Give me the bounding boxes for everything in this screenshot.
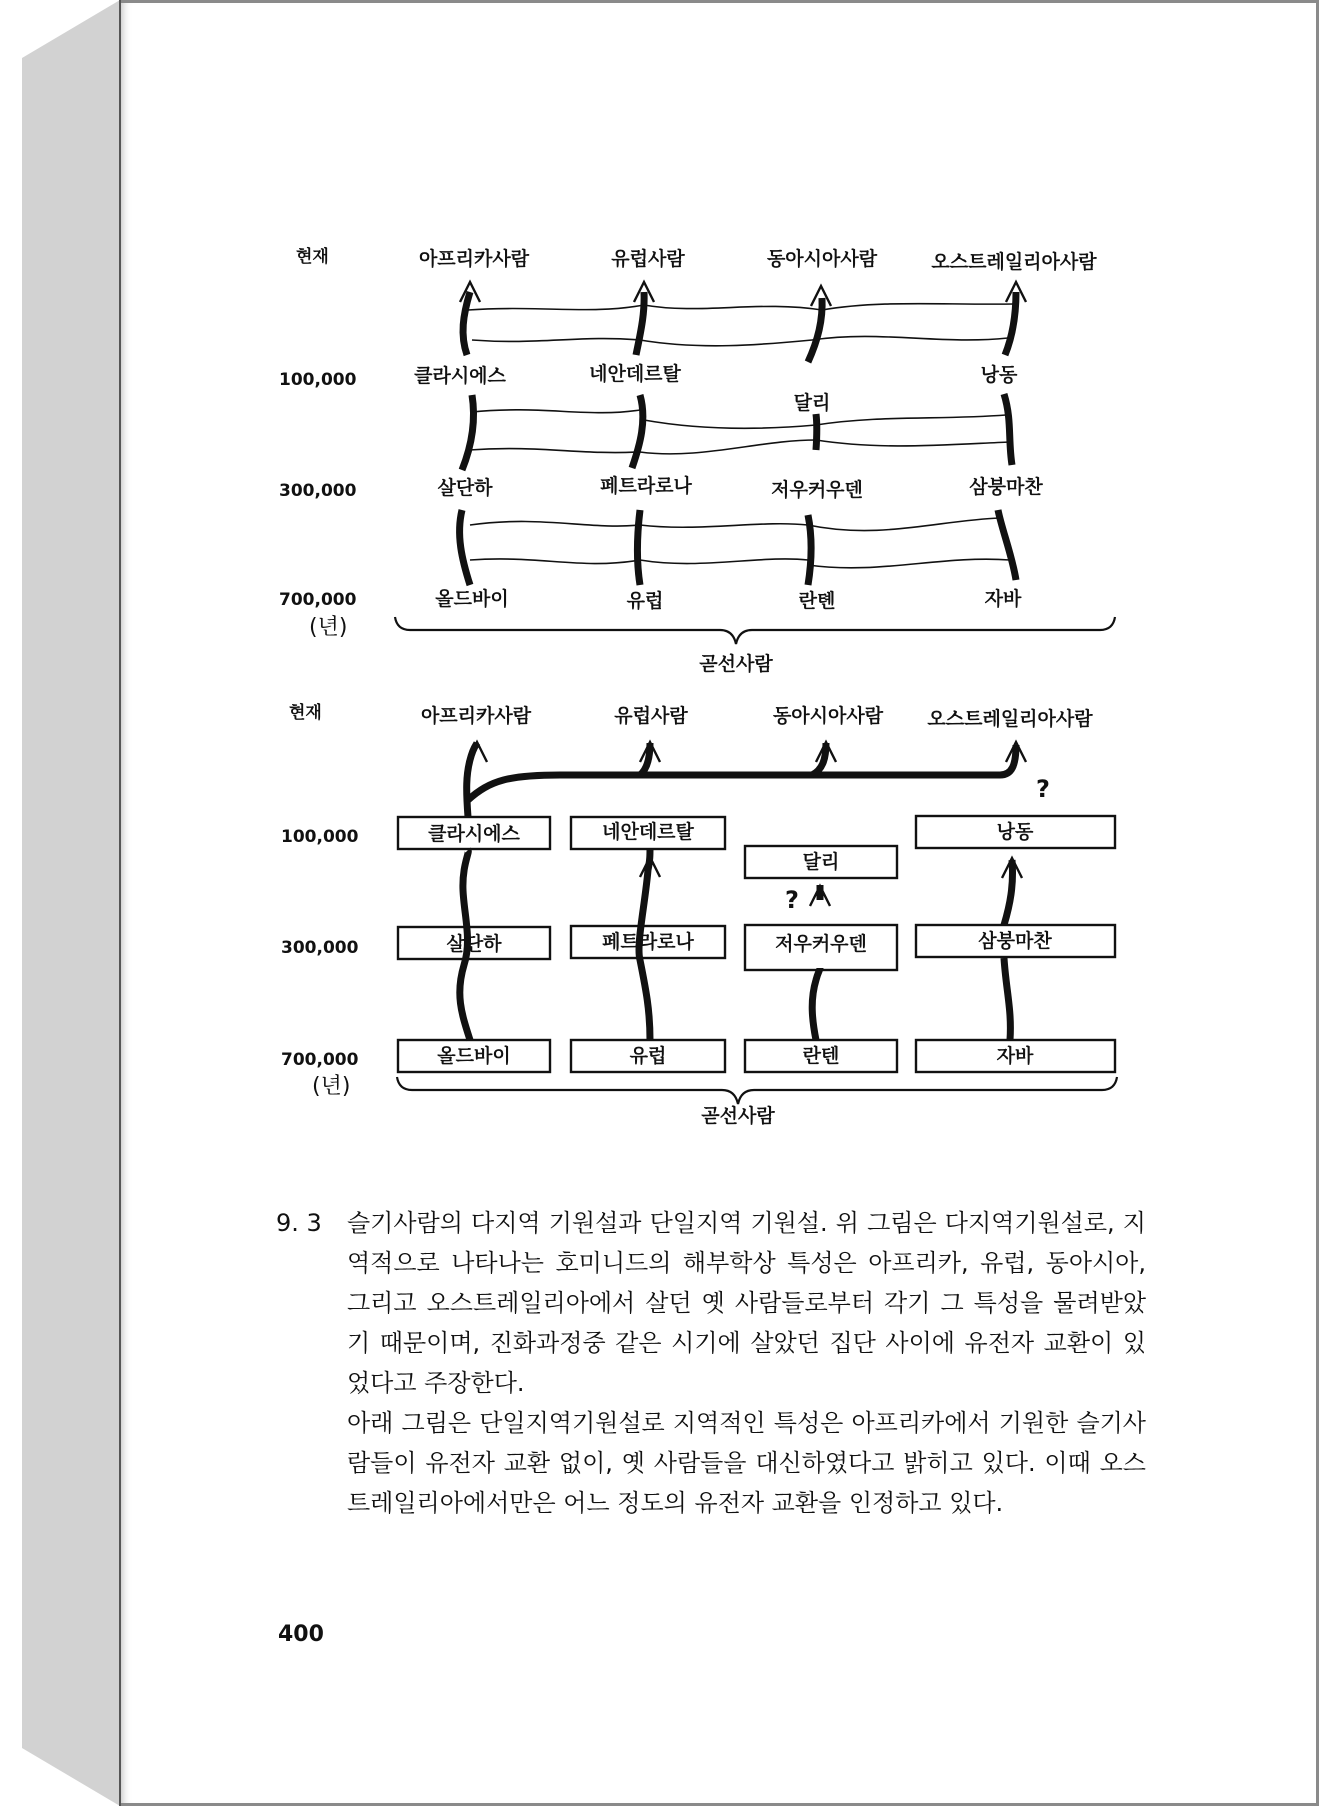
- axis-100k: 100,000: [279, 370, 357, 390]
- flow-300-b1: [640, 440, 816, 454]
- label-petralona: 페트라로나: [600, 475, 692, 497]
- flow-700-a1: [470, 559, 640, 564]
- lineage-australia-b: [1004, 958, 1010, 1040]
- label-zhoukoudian: 저우커우덴: [771, 479, 863, 501]
- label-sambungmacan: 삼붕마찬: [969, 476, 1043, 498]
- label-homo-erectus-bottom: 곧선사람: [701, 1105, 775, 1127]
- flow-100-a2: [468, 305, 644, 310]
- lineage-europe-2: [632, 395, 643, 468]
- lineage-segments-b: [460, 743, 1016, 1040]
- caption-paragraph-2: 아래 그림은 단일지역기원설로 지역적인 특성은 아프리카에서 기원한 슬기사람들이 유전자 교환 없이, 옛 사람들을 대신하였다고 밝히고 있다. 이때 오스트레일리아에서만은 어느 정도의 유전자 교환을 인정하고 있다.: [347, 1409, 1146, 1517]
- label-klasies-b: 클라시에스: [428, 823, 520, 845]
- flow-100-a1: [472, 339, 640, 342]
- label-europe: 유럽: [626, 590, 664, 612]
- flow-300-a1: [469, 449, 638, 453]
- label-australian-b: 오스트레일리아사람: [927, 708, 1093, 730]
- label-ngandong-b: 낭동: [996, 821, 1034, 843]
- lineage-africa-2: [462, 395, 474, 470]
- lineage-australia-1: [998, 510, 1016, 580]
- lineage-asia-2: [816, 414, 817, 450]
- axis-300k: 300,000: [279, 481, 357, 501]
- flow-100-b1: [640, 340, 812, 346]
- label-saldanha: 살단하: [437, 477, 493, 499]
- flow-700-b2: [640, 524, 808, 528]
- label-lantian: 란톈: [798, 590, 836, 612]
- label-homo-erectus-top: 곧선사람: [699, 653, 773, 675]
- brace-bottom: [397, 1077, 1117, 1104]
- label-european: 유럽사람: [611, 248, 685, 270]
- axis-unit: (년): [309, 615, 348, 640]
- multiregional-diagram: [279, 246, 1115, 675]
- gene-flow-lines: [468, 304, 1014, 568]
- label-african-b: 아프리카사람: [420, 705, 532, 727]
- question-mark-dali: ?: [785, 886, 799, 914]
- axis-100k-b: 100,000: [281, 827, 359, 847]
- label-neanderthal-b: 네안데르탈: [602, 821, 694, 843]
- arrowheads-top: [460, 282, 1026, 306]
- flow-100-c1: [812, 336, 1008, 340]
- axis-300k-b: 300,000: [281, 938, 359, 958]
- african-dispersal-line: [468, 745, 1016, 800]
- label-olduvai-b: 올드바이: [437, 1045, 511, 1067]
- flow-300-a2: [472, 410, 640, 413]
- label-zhoukoudian-b: 저우커우덴: [775, 933, 867, 955]
- flow-100-b2: [644, 305, 822, 310]
- axis-present-b: 현재: [289, 703, 322, 723]
- flow-700-c1: [808, 559, 1010, 568]
- flow-700-a2: [470, 521, 640, 526]
- label-ngandong: 낭동: [980, 364, 1018, 386]
- flow-100-c2: [822, 304, 1014, 310]
- caption-paragraph-1: 슬기사람의 다지역 기원설과 단일지역 기원설. 위 그림은 다지역기원설로, 지역적으로 나타나는 호미니드의 해부학상 특성은 아프리카, 유럽, 동아시아, 그리고 오스트레일리아에서 살던 옛 사람들로부터 각기 그 특성을 물려받았기 때문이며, 진화과정중 같은 시기에 살았던 집단 사이에 유전자 교환이 있었다고 주장한다.: [347, 1209, 1146, 1397]
- lineage-europe-3: [636, 292, 644, 355]
- flow-300-c1: [816, 440, 1010, 446]
- label-east-asian: 동아시아사람: [766, 248, 878, 270]
- label-java-b: 자바: [996, 1045, 1034, 1067]
- label-dali-b: 달리: [802, 851, 840, 873]
- label-saldanha-b: 살단하: [446, 933, 502, 955]
- flow-700-c2: [808, 518, 1000, 531]
- label-east-asian-b: 동아시아사람: [772, 705, 884, 727]
- label-europe-b: 유럽: [629, 1045, 667, 1067]
- label-java: 자바: [984, 588, 1022, 610]
- label-sambungmacan-b: 삼붕마찬: [978, 930, 1052, 952]
- axis-present: 현재: [296, 247, 329, 267]
- axis-unit-b: (년): [312, 1074, 351, 1099]
- figure-caption: [276, 1203, 1146, 1523]
- label-klasies: 클라시에스: [414, 365, 506, 387]
- lineage-europe-1: [637, 510, 640, 585]
- single-origin-diagram: [281, 702, 1117, 1127]
- label-european-b: 유럽사람: [614, 705, 688, 727]
- question-mark-australia: ?: [1036, 775, 1050, 803]
- lineage-segments: [460, 292, 1016, 585]
- flow-300-c2: [816, 415, 1006, 425]
- flow-300-b2: [644, 420, 816, 428]
- lineage-africa-1: [460, 510, 470, 585]
- label-petralona-b: 페트라로나: [602, 931, 694, 953]
- label-olduvai: 올드바이: [435, 588, 509, 610]
- lineage-australia-2: [1004, 394, 1012, 465]
- flow-700-b1: [640, 559, 808, 564]
- page-number: 400: [278, 1622, 324, 1647]
- axis-700k-b: 700,000: [281, 1050, 359, 1070]
- label-dali: 달리: [793, 392, 831, 414]
- lineage-africa-3: [463, 292, 470, 355]
- label-african: 아프리카사람: [418, 248, 530, 270]
- label-australian: 오스트레일리아사람: [931, 251, 1097, 273]
- brace-top: [395, 617, 1115, 644]
- figure-number: 9. 3: [276, 1209, 322, 1237]
- label-lantian-b: 란텐: [802, 1045, 840, 1067]
- axis-700k: 700,000: [279, 590, 357, 610]
- label-neanderthal: 네안데르탈: [589, 363, 681, 385]
- lineage-asia-b: [812, 968, 820, 1040]
